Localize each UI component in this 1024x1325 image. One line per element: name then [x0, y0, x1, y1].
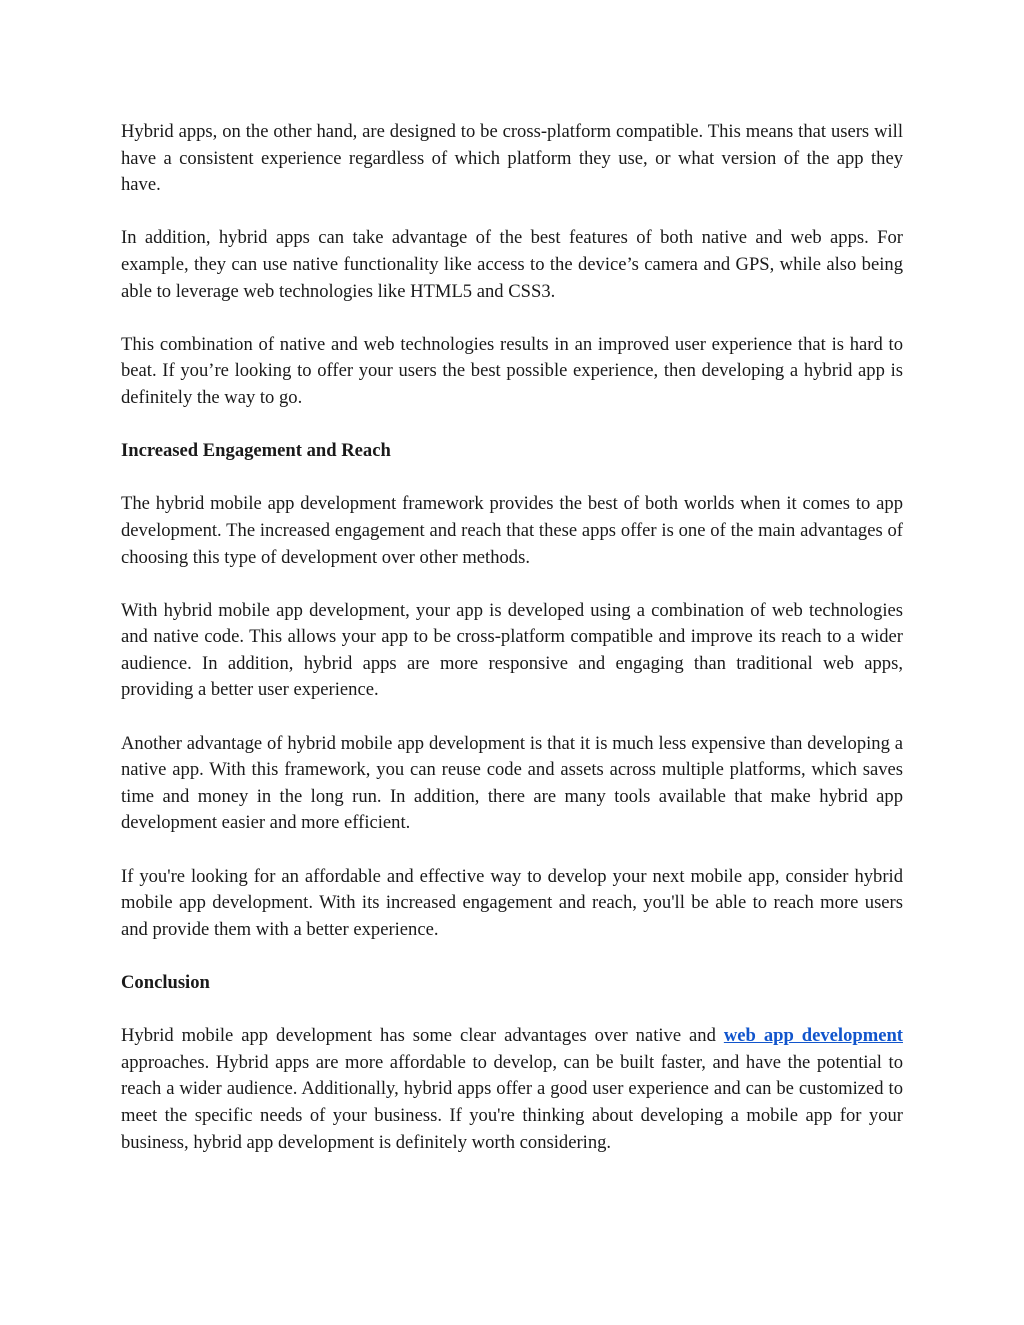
paragraph-native-and-web-features: In addition, hybrid apps can take advantage of the best features of both native and web apps. For example, they can use native functionality like access to the device’s camera and GPS, while also being able to leverage web technologies like HTML5 and CSS3.: [121, 227, 903, 302]
heading-increased-engagement: Increased Engagement and Reach: [121, 440, 391, 462]
paragraph-web-and-native-code: With hybrid mobile app development, your app is developed using a combination of web technologies and native code. This allows your app to be cross-platform compatible and improve its reach to a wider audience. In addition, hybrid apps are more responsive and engaging than traditional web apps, providing a better user experience.: [121, 599, 903, 701]
paragraph-conclusion: [121, 1023, 903, 1156]
web-app-development-link[interactable]: web app development: [723, 1025, 903, 1047]
paragraph-affordable-way: If you're looking for an affordable and effective way to develop your next mobile app, consider hybrid mobile app development. With its increased engagement and reach, you'll be able to reach more users and provide them with a better experience.: [121, 865, 903, 940]
conclusion-text-after-link: approaches. Hybrid apps are more affordable to develop, can be built faster, and have the potential to reach a wider audience. Additionally, hybrid apps offer a good user experience and can be customized to meet the specific needs of your business. If you're thinking about developing a mobile app for your business, hybrid app development is definitely worth considering.: [121, 1051, 903, 1153]
paragraph-cross-platform: Hybrid apps, on the other hand, are designed to be cross-platform compatible. This means that users will have a consistent experience regardless of which platform they use, or what version of the app they have.: [121, 121, 903, 196]
document-page: [121, 119, 903, 1183]
paragraph-less-expensive: Another advantage of hybrid mobile app development is that it is much less expensive than developing a native app. With this framework, you can reuse code and assets across multiple platforms, which saves time and money in the long run. In addition, there are many tools available that make hybrid app development easier and more efficient.: [121, 732, 903, 834]
paragraph-framework-best-of-both: The hybrid mobile app development framework provides the best of both worlds when it comes to app development. The increased engagement and reach that these apps offer is one of the main advantages of choosing this type of development over other methods.: [121, 493, 903, 568]
paragraph-improved-experience: This combination of native and web technologies results in an improved user experience that is hard to beat. If you’re looking to offer your users the best possible experience, then developing a hybrid app is definitely the way to go.: [121, 333, 903, 408]
conclusion-text-before-link: Hybrid mobile app development has some clear advantages over native and: [121, 1025, 724, 1047]
heading-conclusion: Conclusion: [121, 972, 210, 993]
